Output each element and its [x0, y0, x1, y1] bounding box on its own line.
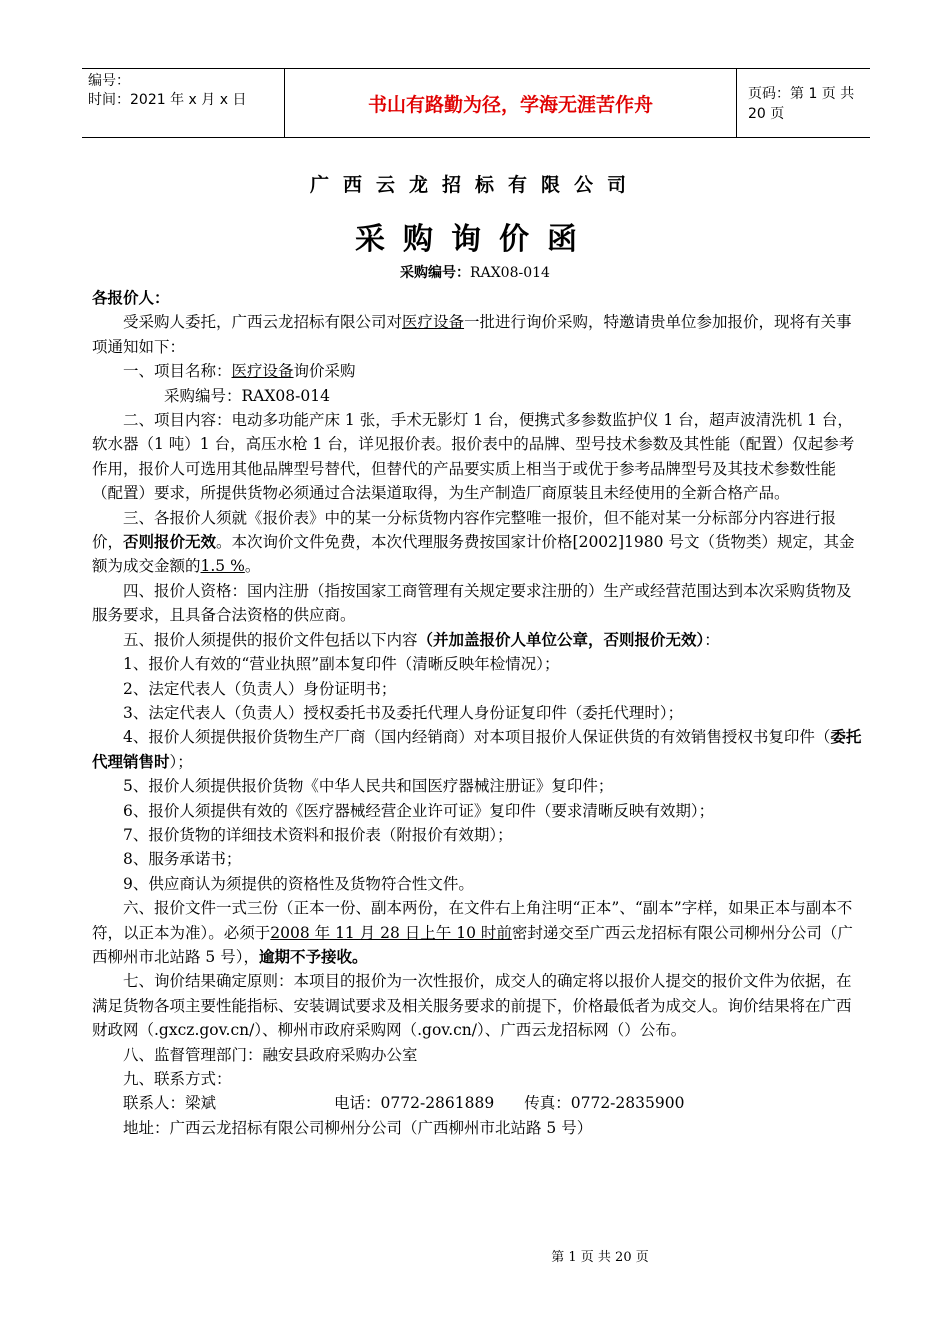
section-5: [92, 628, 862, 652]
contact-phone: 电话：0772-2861889: [334, 1094, 495, 1113]
section-2: 二、项目内容：电动多功能产床 1 张，手术无影灯 1 台，便携式多参数监护仪 1 台，超声波清洗机 1 台，软水器（1 吨）1 台，高压水枪 1 台，详见报价表。报价表中的品牌、型号技术参数及其性能（配置）仅起参考作用，报价人可选用其他品牌型号替代，但替代的产品要实质上相当于或优于参考品牌型号及其技术参数性能（配置）要求，所提供货物必须通过合法渠道取得，为生产制造厂商原装且未经使用的全新合格产品。: [92, 411, 855, 503]
section-9: 九、联系方式：: [123, 1070, 232, 1088]
sec3-rate: 1.5 %: [200, 557, 245, 576]
sec6-pre: 六、报价文件一式三份（正本一份、副本两份，在文件右上角注明“正本”、“副本”字样，如果正本与副本不符，以正本为准）。必须于: [92, 899, 853, 942]
document-title: 采购询价函: [355, 222, 595, 257]
section-8: 八、监督管理部门：融安县政府采购办公室: [123, 1045, 418, 1064]
sec6-bold: 逾期不予接收。: [258, 947, 368, 966]
sec1-item: 医疗设备: [231, 362, 294, 381]
time-label: 时间：2021 年 x 月 x 日: [88, 92, 247, 108]
section-6: [92, 896, 862, 969]
sec3-pre: 三、各报价人须就《报价表》中的某一分标货物内容作完整唯一报价，但不能对某一分标部分内容进行报价，: [92, 508, 837, 552]
header-motto: 书山有路勤为径，学海无涯苦作舟: [285, 69, 737, 137]
sec3-bold: 否则报价无效: [123, 533, 217, 552]
intro-post: 一批进行询价采购，特邀请贵单位参加报价，现将有关事项通知如下：: [92, 313, 852, 356]
procurement-number-label: 采购编号：: [400, 265, 471, 281]
company-name: 广西云龙招标有限公司: [309, 174, 640, 196]
sec1-post: 询价采购: [293, 362, 356, 381]
contact-person: 联系人：梁斌: [123, 1094, 217, 1113]
letter-body: [92, 286, 862, 1140]
sec5-item4-bold: 委托代理销售时: [92, 728, 862, 771]
intro-pre: 受采购人委托，广西云龙招标有限公司对: [123, 313, 403, 332]
intro-item: 医疗设备: [402, 313, 465, 332]
section-3: [92, 506, 862, 579]
sec5-item-5: 5、报价人须提供报价货物《中华人民共和国医疗器械注册证》复印件；: [123, 777, 614, 796]
header-page-info: 页码：第 1 页 共 20 页: [748, 86, 855, 122]
sec5-item-6: 6、报价人须提供有效的《医疗器械经营企业许可证》复印件（要求清晰反映有效期）；: [123, 801, 715, 820]
sec6-mid: 密封递交至广西云龙招标有限公司柳州分公司（广西柳州市北站路 5 号），: [92, 923, 853, 966]
header-meta: [82, 69, 285, 137]
number-label: 编号：: [88, 73, 130, 89]
sec5-item4-pre: 4、报价人须提供报价货物生产厂商（国内经销商）对本项目报价人保证供货的有效销售授权书复印件（: [123, 728, 831, 747]
sec5-item4-post: ）；: [169, 752, 193, 771]
section-1: [92, 359, 862, 383]
sec5-item-8: 8、服务承诺书；: [123, 850, 242, 869]
sec6-deadline: 2008 年 11 月 28 日上午 10 时前: [270, 923, 512, 942]
sec5-item-1: 1、报价人有效的“营业执照”副本复印件（清晰反映年检情况）；: [123, 655, 560, 674]
contact-fax: 传真：0772-2835900: [524, 1094, 685, 1113]
recipient: 各报价人：: [92, 289, 170, 307]
sec3-mid: 。本次询价文件免费，本次代理服务费按国家计价格[2002]1980 号文（货物类）规定，其金额为成交金额的: [92, 533, 855, 576]
section-7: 七、询价结果确定原则：本项目的报价为一次性报价，成交人的确定将以报价人提交的报价文件为依据，在满足货物各项主要性能指标、安装调试要求及相关服务要求的前提下，价格最低者为成交人。询价结果将在广西财政网（.gxcz.gov.cn/）、柳州市政府采购网（.gov.cn/）、广西云龙招标网（）公布。: [92, 972, 852, 1040]
sec3-post: 。: [244, 557, 261, 576]
contact-address: 地址：广西云龙招标有限公司柳州分公司（广西柳州市北站路 5 号）: [123, 1118, 593, 1137]
sec5-bold: （并加盖报价人单位公章，否则报价无效）: [417, 630, 705, 649]
page-footer: 第 1 页 共 20 页: [551, 1250, 649, 1265]
contact-row: [92, 1091, 862, 1115]
section-1-number: 采购编号：RAX08-014: [164, 386, 330, 405]
sec5-item-3: 3、法定代表人（负责人）授权委托书及委托代理人身份证复印件（委托代理时）；: [123, 703, 684, 722]
section-4: 四、报价人资格：国内注册（指按国家工商管理有关规定要求注册的）生产或经营范围达到本次采购货物及服务要求，且具备合法资格的供应商。: [92, 581, 852, 625]
sec1-pre: 一、项目名称：: [123, 362, 232, 381]
procurement-number: [0, 262, 950, 282]
page-header: [82, 68, 870, 138]
sec5-post: ：: [704, 630, 720, 649]
sec5-item-4: [92, 725, 862, 774]
intro-paragraph: [92, 310, 862, 359]
sec5-item-2: 2、法定代表人（负责人）身份证明书；: [123, 679, 397, 698]
procurement-number-value: RAX08-014: [470, 265, 550, 281]
sec5-item-9: 9、供应商认为须提供的资格性及货物符合性文件。: [123, 874, 474, 893]
sec5-pre: 五、报价人须提供的报价文件包括以下内容: [123, 630, 418, 649]
sec5-item-7: 7、报价货物的详细技术资料和报价表（附报价有效期）；: [123, 825, 513, 844]
